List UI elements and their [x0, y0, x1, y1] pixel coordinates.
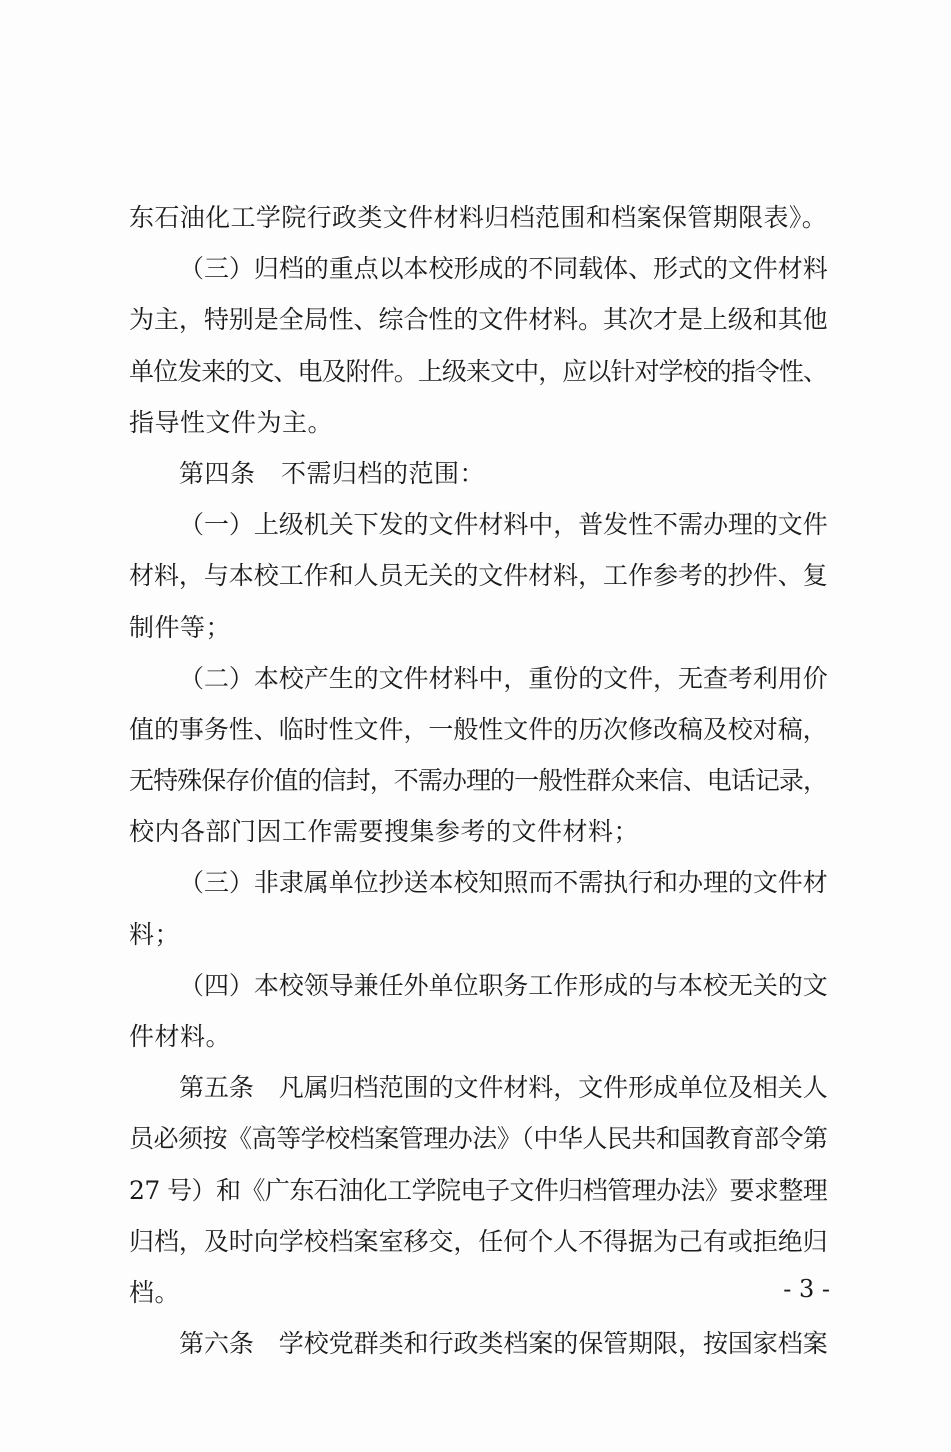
text-line: 指导性文件为主。	[129, 407, 334, 437]
text-line: （三）非隶属单位抄送本校知照而不需执行和办理的文件材	[179, 868, 828, 898]
text-line: 第五条 凡属归档范围的文件材料，文件形成单位及相关人	[179, 1073, 828, 1103]
text-line: 制件等；	[129, 612, 232, 642]
text-line: （一）上级机关下发的文件材料中，普发性不需办理的文件	[179, 510, 828, 540]
page-number: - 3 -	[783, 1275, 830, 1303]
text-line: 归档，及时向学校档案室移交，任何个人不得据为己有或拒绝归	[129, 1226, 828, 1256]
text-line: 值的事务性、临时性文件，一般性文件的历次修改稿及校对稿，	[129, 714, 828, 744]
text-line: （二）本校产生的文件材料中，重份的文件，无查考利用价	[179, 663, 828, 693]
text-line: 档。	[129, 1277, 181, 1307]
text-line: 员必须按《高等学校档案管理办法》（中华人民共和国教育部令第	[129, 1124, 828, 1154]
text-line: 无特殊保存价值的信封，不需办理的一般性群众来信、电话记录，	[129, 766, 828, 796]
text-line: 件材料。	[129, 1022, 232, 1051]
text-line: 为主，特别是全局性、综合性的文件材料。其次才是上级和其他	[129, 305, 828, 335]
text-line: （三）归档的重点以本校形成的不同载体、形式的文件材料	[179, 254, 828, 284]
text-line: 东石油化工学院行政类文件材料归档范围和档案保管期限表》。	[129, 203, 828, 232]
text-line: 材料，与本校工作和人员无关的文件材料，工作参考的抄件、复	[129, 561, 828, 591]
document-body	[129, 192, 829, 1369]
text-line: 单位发来的文、电及附件。上级来文中，应以针对学校的指令性、	[129, 356, 828, 386]
text-line: 料；	[129, 919, 181, 949]
text-line: 第六条 学校党群类和行政类档案的保管期限，按国家档案	[179, 1329, 828, 1359]
text-line: 27 号）和《广东石油化工学院电子文件归档管理办法》要求整理	[129, 1175, 828, 1205]
text-line: 第四条 不需归档的范围：	[179, 458, 486, 488]
text-line: （四）本校领导兼任外单位职务工作形成的与本校无关的文	[179, 970, 828, 1000]
text-line: 校内各部门因工作需要搜集参考的文件材料；	[129, 817, 640, 847]
